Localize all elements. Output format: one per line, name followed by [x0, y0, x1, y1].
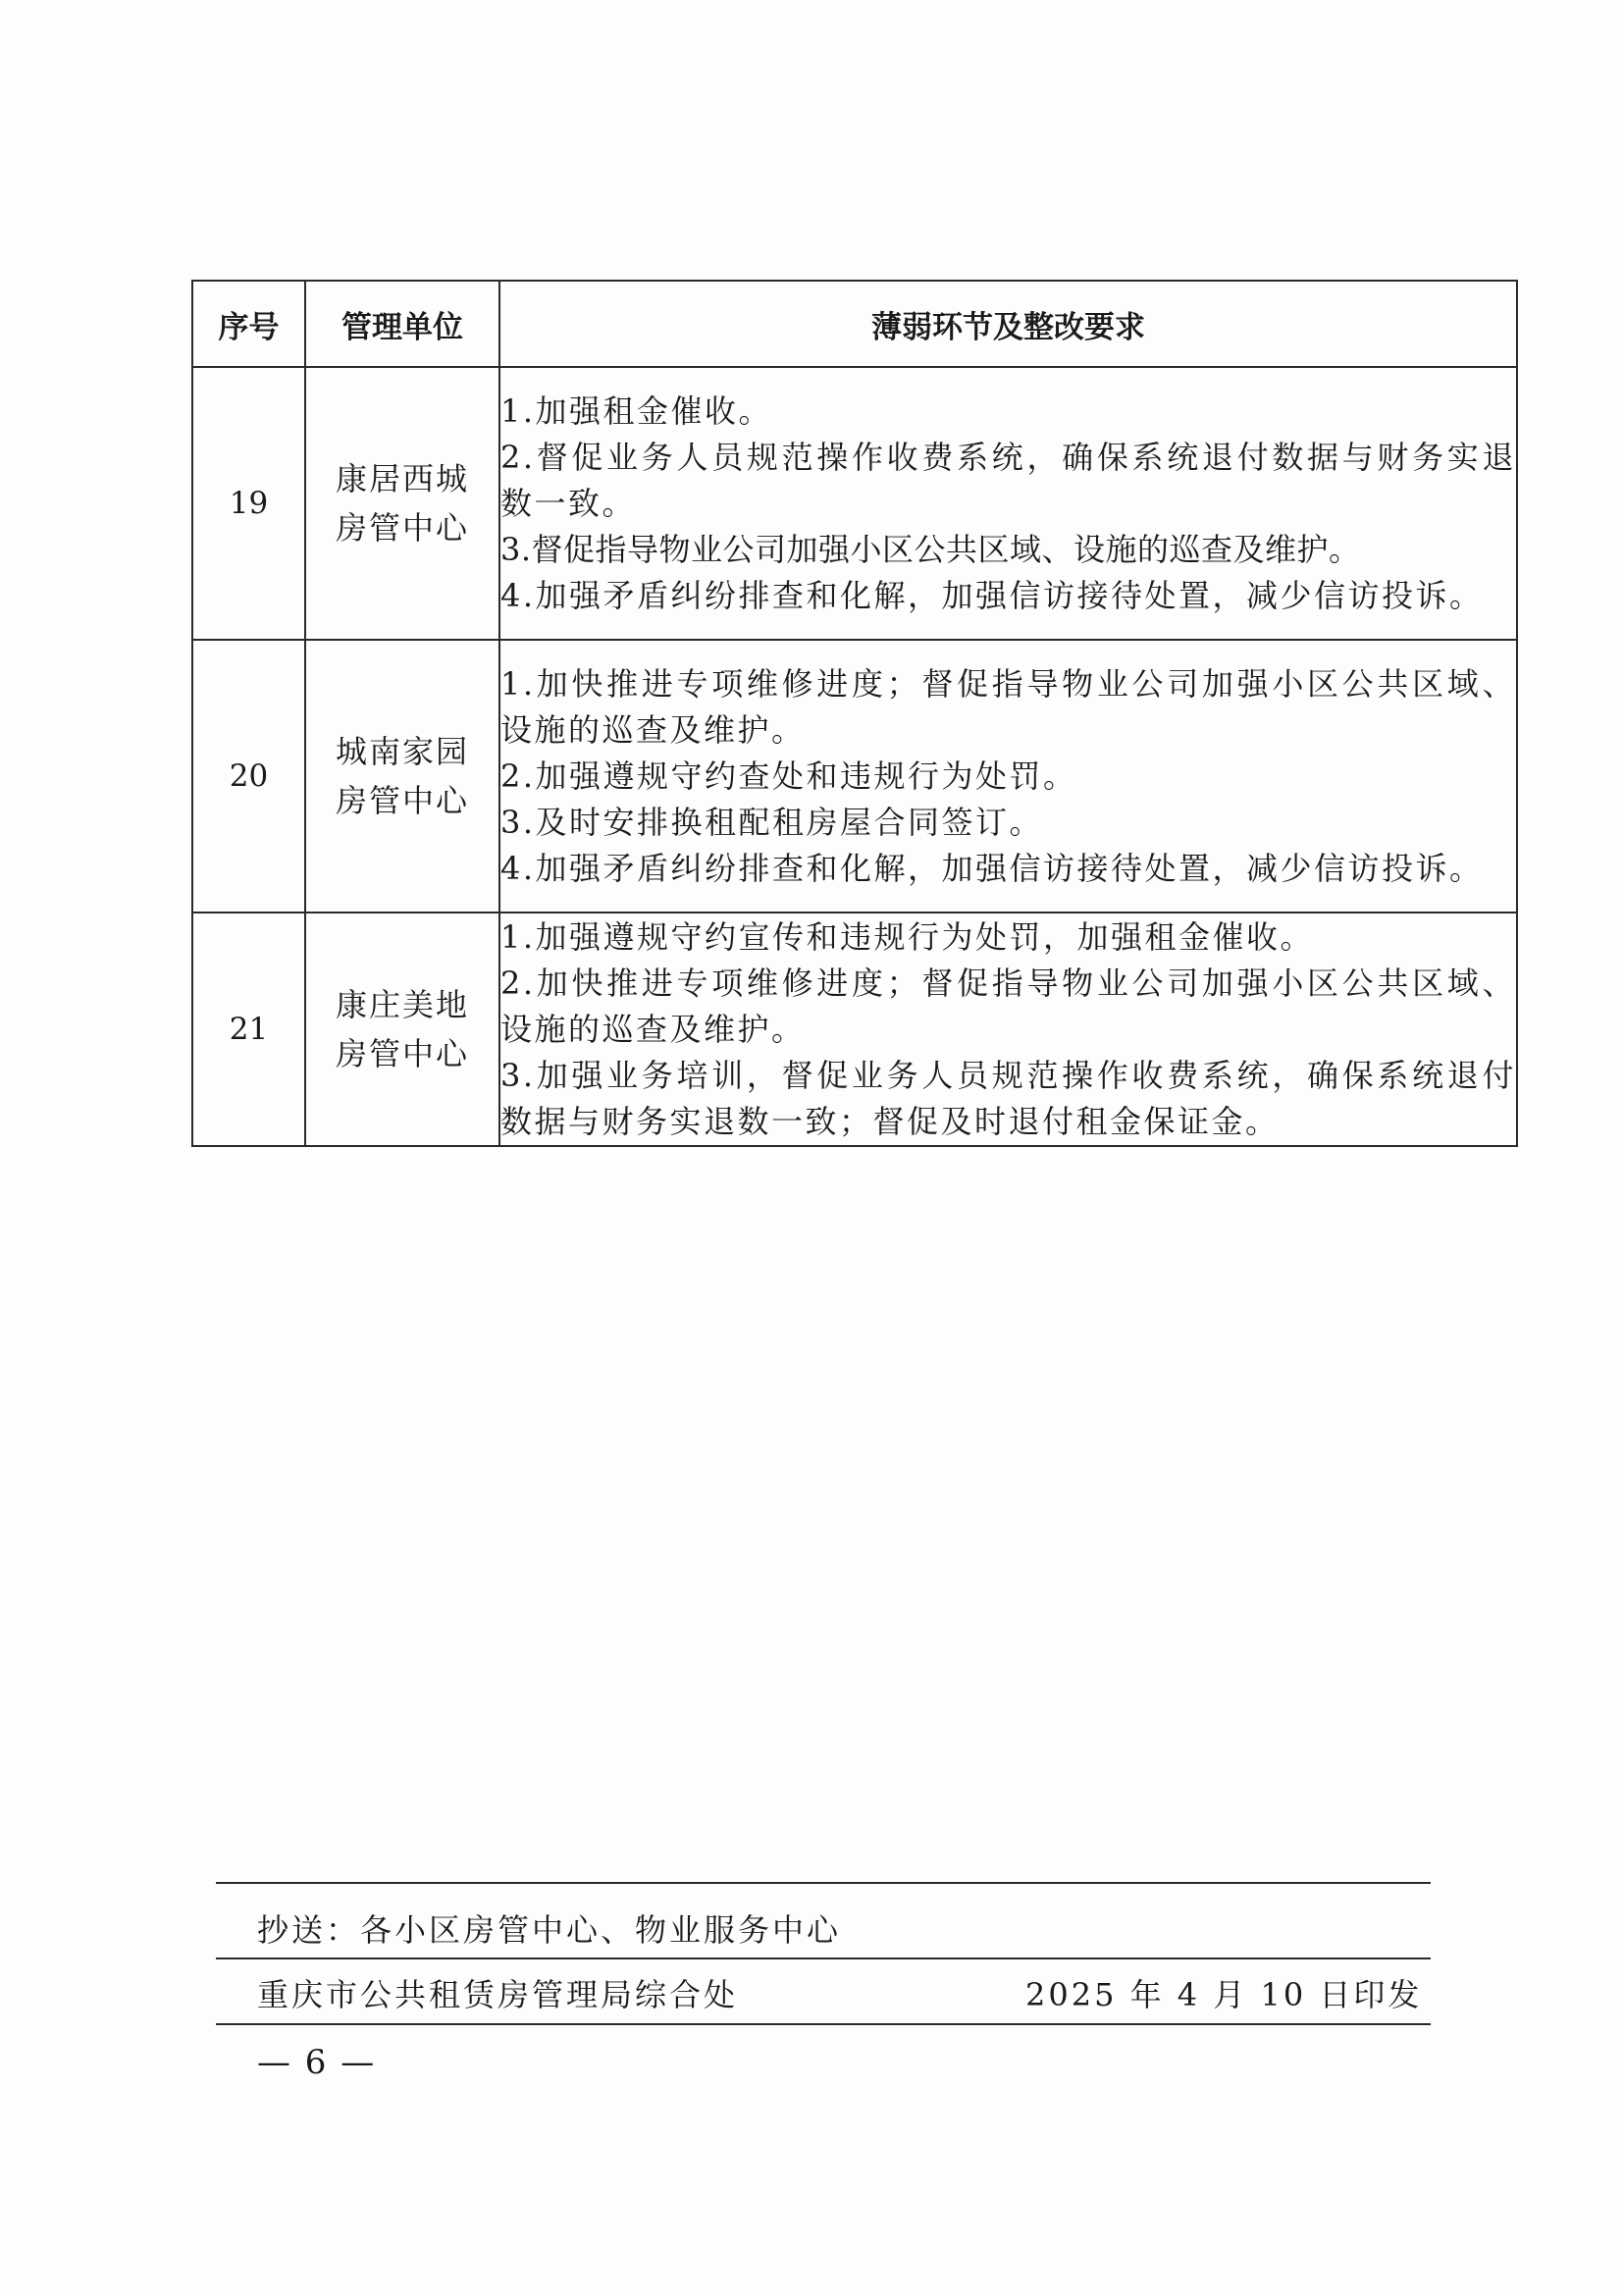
footer-rule-bottom	[216, 2023, 1431, 2025]
row-seq: 19	[192, 367, 305, 640]
row-requirements	[499, 640, 1517, 913]
issuer-name: 重庆市公共租赁房管理局综合处	[257, 1976, 739, 2013]
issue-date: 2025 年 4 月 10 日印发	[1025, 1976, 1423, 2013]
row-seq: 21	[192, 913, 305, 1146]
requirement-item: 4.加强矛盾纠纷排查和化解，加强信访接待处置，减少信访投诉。	[500, 576, 1484, 614]
requirement-item: 2.加强遵规守约查处和违规行为处罚。	[500, 757, 1077, 795]
requirement-item: 1.加强租金催收。	[500, 391, 773, 430]
requirement-item: 3.加强业务培训，督促业务人员规范操作收费系统，确保系统退付数据与财务实退数一致；督促及时退付租金保证金。	[500, 1056, 1516, 1140]
header-seq: 序号	[192, 281, 305, 367]
header-requirements: 薄弱环节及整改要求	[499, 281, 1517, 367]
unit-name: 康庄美地	[335, 986, 469, 1023]
row-requirements	[499, 367, 1517, 640]
cc-line: 抄送：各小区房管中心、物业服务中心	[257, 1911, 842, 1949]
header-unit: 管理单位	[305, 281, 499, 367]
unit-name: 城南家园	[335, 733, 469, 770]
rectification-table	[191, 280, 1518, 1147]
unit-name: 康居西城	[335, 460, 469, 497]
unit-type: 房管中心	[335, 782, 469, 819]
requirement-item: 2.加快推进专项维修进度；督促指导物业公司加强小区公共区域、设施的巡查及维护。	[500, 964, 1516, 1048]
table-header-row	[192, 281, 1517, 367]
unit-type: 房管中心	[335, 1035, 469, 1072]
table-row	[192, 913, 1517, 1146]
footer-rule-middle	[216, 1957, 1431, 1959]
requirement-item: 1.加强遵规守约宣传和违规行为处罚，加强租金催收。	[500, 917, 1315, 956]
row-unit	[305, 913, 499, 1146]
requirement-item: 2.督促业务人员规范操作收费系统，确保系统退付数据与财务实退数一致。	[500, 438, 1516, 522]
page-number: — 6 —	[257, 2043, 377, 2082]
requirement-item: 4.加强矛盾纠纷排查和化解，加强信访接待处置，减少信访投诉。	[500, 849, 1484, 887]
row-unit	[305, 367, 499, 640]
unit-type: 房管中心	[335, 509, 469, 547]
footer-rule-top	[216, 1882, 1431, 1884]
requirement-item: 3.及时安排换租配租房屋合同签订。	[500, 803, 1044, 841]
table-row	[192, 367, 1517, 640]
requirement-item: 1.加快推进专项维修进度；督促指导物业公司加强小区公共区域、设施的巡查及维护。	[500, 664, 1516, 749]
row-unit	[305, 640, 499, 913]
requirement-item: 3.督促指导物业公司加强小区公共区域、设施的巡查及维护。	[500, 530, 1361, 568]
row-seq: 20	[192, 640, 305, 913]
table-row	[192, 640, 1517, 913]
row-requirements	[499, 913, 1517, 1146]
